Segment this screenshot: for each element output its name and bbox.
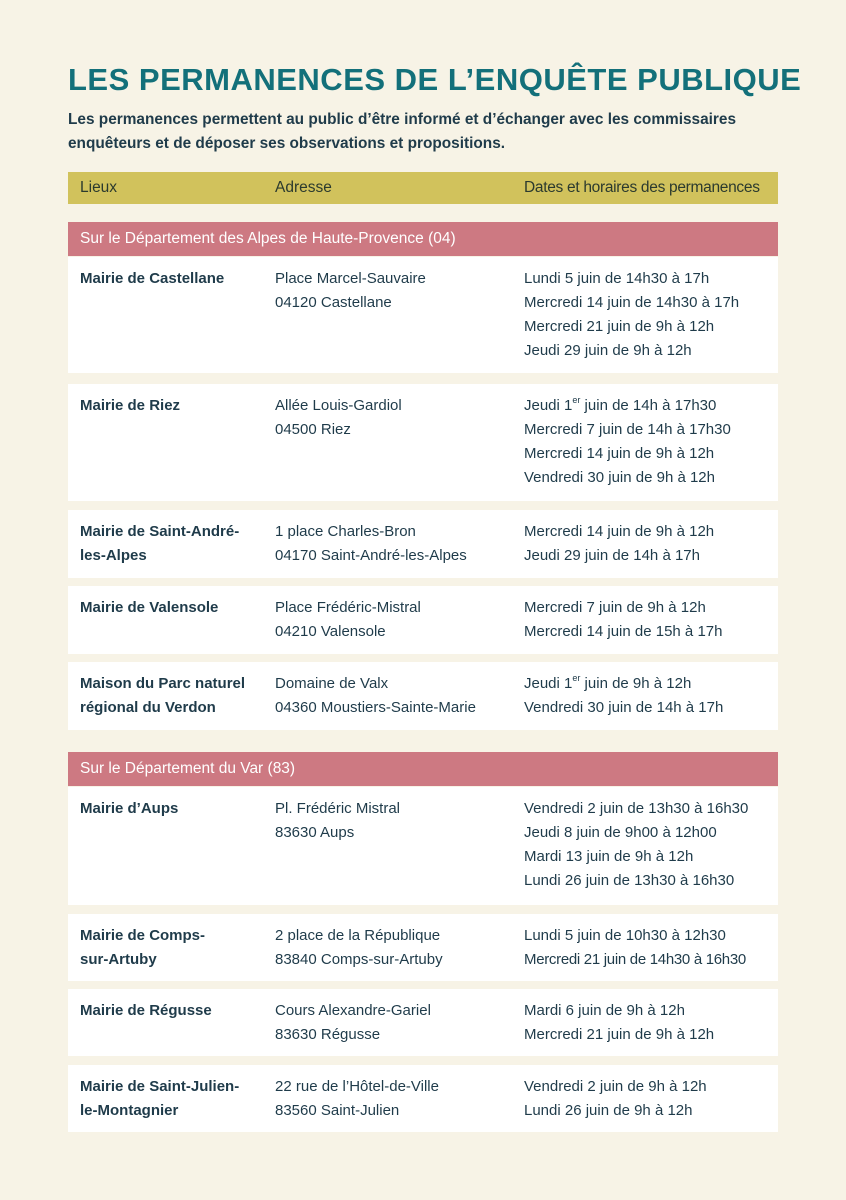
section-title: Sur le Département du Var (83) — [80, 760, 296, 777]
place-dates: Lundi 5 juin de 10h30 à 12h30 Mercredi 21 juin de 14h30 à 16h30 — [524, 927, 746, 968]
table-row-saint-andre — [68, 510, 778, 578]
place-name: Mairie de Saint-André- les-Alpes — [80, 523, 240, 564]
place-name: Mairie de Riez — [80, 397, 181, 414]
page-title: LES PERMANENCES DE L’ENQUÊTE PUBLIQUE — [68, 62, 802, 97]
section-title: Sur le Département des Alpes de Haute-Provence (04) — [80, 230, 456, 247]
table-row-saint-julien — [68, 1065, 778, 1132]
place-address: Place Frédéric-Mistral 04210 Valensole — [275, 599, 421, 640]
place-address: 22 rue de l’Hôtel-de-Ville 83560 Saint-Julien — [275, 1078, 439, 1119]
place-address: Pl. Frédéric Mistral 83630 Aups — [275, 800, 401, 841]
table-row-regusse — [68, 989, 778, 1056]
page-subtitle: Les permanences permettent au public d’être informé et d’échanger avec les commissaires enquêteurs et de déposer ses observations et propositions. — [68, 111, 737, 152]
place-address: 2 place de la République 83840 Comps-sur-Artuby — [275, 927, 443, 968]
place-address: 1 place Charles-Bron 04170 Saint-André-les-Alpes — [275, 523, 467, 564]
place-dates: Vendredi 2 juin de 13h30 à 16h30 Jeudi 8 juin de 9h00 à 12h00 Mardi 13 juin de 9h à 12h Lundi 26 juin de 13h30 à 16h30 — [524, 800, 749, 889]
header-dates: Dates et horaires des permanences — [524, 179, 760, 196]
place-name: Mairie de Régusse — [80, 1002, 212, 1019]
place-name: Mairie de Valensole — [80, 599, 219, 616]
place-address: Place Marcel-Sauvaire 04120 Castellane — [275, 270, 426, 311]
table-header — [68, 172, 778, 204]
place-dates: Mardi 6 juin de 9h à 12h Mercredi 21 juin de 9h à 12h — [524, 1002, 715, 1043]
place-name: Mairie de Castellane — [80, 270, 225, 287]
section-bar-83 — [68, 752, 778, 786]
place-dates: Lundi 5 juin de 14h30 à 17h Mercredi 14 juin de 14h30 à 17h Mercredi 21 juin de 9h à 12h Jeudi 29 juin de 9h à 12h — [524, 270, 740, 359]
place-name: Mairie d’Aups — [80, 800, 179, 817]
place-dates: Mercredi 14 juin de 9h à 12h Jeudi 29 juin de 14h à 17h — [524, 523, 715, 564]
table-row-aups — [68, 787, 778, 905]
place-address: Cours Alexandre-Gariel 83630 Régusse — [275, 1002, 431, 1043]
place-dates: Jeudi 1er juin de 9h à 12h Vendredi 30 juin de 14h à 17h — [524, 673, 724, 716]
header-adresse: Adresse — [275, 179, 332, 196]
header-lieux: Lieux — [80, 179, 118, 196]
table-row-valensole — [68, 586, 778, 654]
table-row-riez — [68, 384, 778, 501]
place-dates: Vendredi 2 juin de 9h à 12h Lundi 26 juin de 9h à 12h — [524, 1078, 707, 1119]
place-address: Allée Louis-Gardiol 04500 Riez — [275, 397, 402, 438]
place-dates: Jeudi 1er juin de 14h à 17h30 Mercredi 7 juin de 14h à 17h30 Mercredi 14 juin de 9h à 12h Vendredi 30 juin de 9h à 12h — [524, 395, 731, 486]
place-name: Mairie de Saint-Julien- le-Montagnier — [80, 1078, 240, 1119]
place-name: Mairie de Comps- sur-Artuby — [80, 927, 206, 968]
place-name: Maison du Parc naturel régional du Verdon — [80, 675, 246, 716]
place-dates: Mercredi 7 juin de 9h à 12h Mercredi 14 juin de 15h à 17h — [524, 599, 723, 640]
place-address: Domaine de Valx 04360 Moustiers-Sainte-Marie — [275, 675, 476, 716]
section-bar-04 — [68, 222, 778, 256]
table-row-castellane — [68, 257, 778, 373]
table-row-parc-verdon — [68, 662, 778, 730]
table-row-comps — [68, 914, 778, 981]
